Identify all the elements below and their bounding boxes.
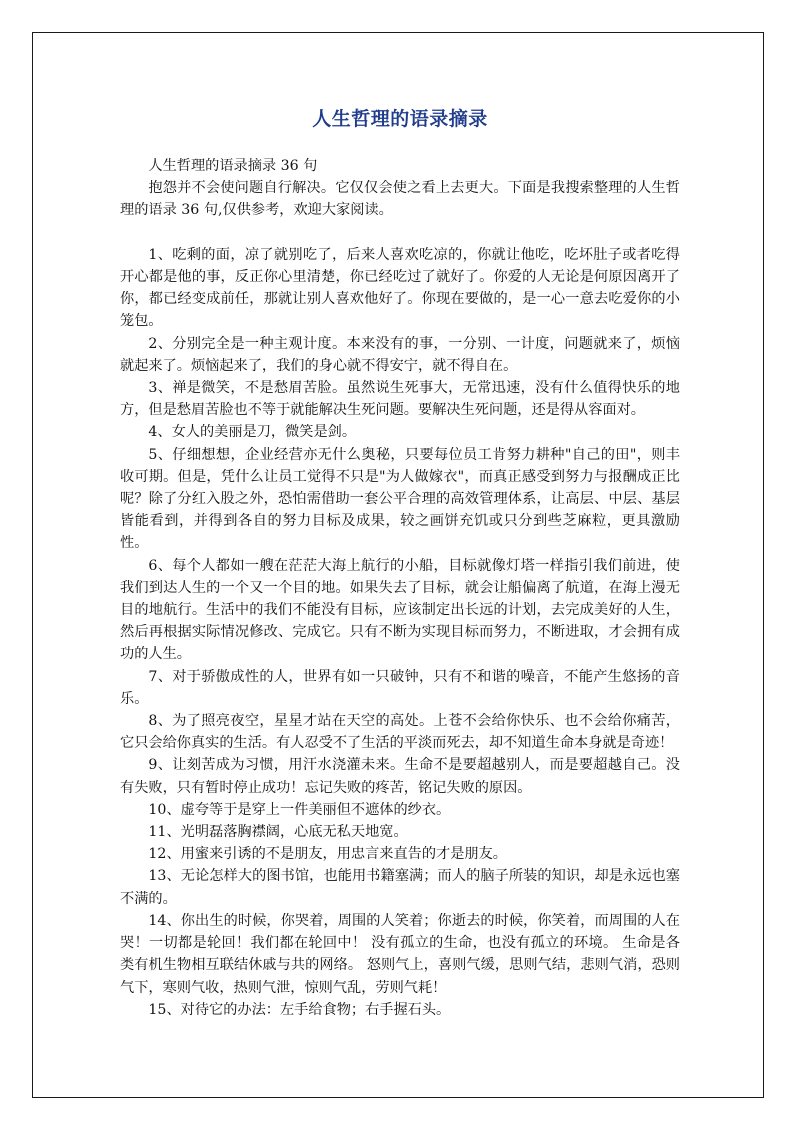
quote-item-6: 6、每个人都如一艘在茫茫大海上航行的小船，目标就像灯塔一样指引我们前进，使我们到达人生的一个又一个目的地。如果失去了目标，就会让船偏离了航道，在海上漫无目的地航行。生活中的我们不能没有目标，应该制定出长远的计划，去完成美好的人生，然后再根据实际情况修改、完成它。只有不断为实现目标而努力，不断进取，才会拥有成功的人生。	[120, 557, 680, 663]
quote-item-2: 2、分别完全是一种主观计度。本来没有的事，一分别、一计度，问题就来了，烦恼就起来了。烦恼起来了，我们的身心就不得安宁，就不得自在。	[120, 335, 680, 374]
intro-paragraph: 抱怨并不会使问题自行解决。它仅仅会使之看上去更大。下面是我搜索整理的人生哲理的语录 36 句,仅供参考，欢迎大家阅读。	[120, 180, 680, 219]
quote-item-3: 3、禅是微笑，不是愁眉苦脸。虽然说生死事大，无常迅速，没有什么值得快乐的地方，但是愁眉苦脸也不等于就能解决生死问题。要解决生死问题，还是得从容面对。	[120, 380, 680, 419]
quote-item-12: 12、用蜜来引诱的不是朋友，用忠言来直告的才是朋友。	[148, 846, 507, 863]
quote-item-13: 13、无论怎样大的图书馆，也能用书籍塞满；而人的脑子所装的知识，却是永远也塞不满的。	[120, 868, 680, 907]
quote-item-11: 11、光明磊落胸襟阔，心底无私天地宽。	[148, 824, 408, 841]
document-title: 人生哲理的语录摘录	[312, 108, 488, 130]
document-body	[120, 155, 680, 1021]
quote-item-7: 7、对于骄傲成性的人，世界有如一只破钟，只有不和谐的噪音，不能产生悠扬的音乐。	[120, 668, 680, 707]
quote-item-4: 4、女人的美丽是刀，微笑是剑。	[148, 424, 357, 441]
quote-item-10: 10、虚夸等于是穿上一件美丽但不遮体的纱衣。	[148, 801, 451, 818]
quote-item-9: 9、让刻苦成为习惯，用汗水浇灌未来。生命不是要超越别人，而是要超越自己。没有失败，只有暂时停止成功！忘记失败的疼苦，铭记失败的原因。	[120, 757, 680, 796]
quote-item-15: 15、对待它的办法：左手给食物；右手握石头。	[148, 1001, 451, 1018]
quote-item-8: 8、为了照亮夜空，星星才站在天空的高处。上苍不会给你快乐、也不会给你痛苦，它只会给你真实的生活。有人忍受不了生活的平淡而死去，却不知道生命本身就是奇迹！	[120, 713, 680, 752]
quote-item-14: 14、你出生的时候，你哭着，周围的人笑着；你逝去的时候，你笑着，而周围的人在哭！一切都是轮回！我们都在轮回中！ 没有孤立的生命，也没有孤立的环境。 生命是各类有机生物相互联结休戚与共的网络。 怒则气上，喜则气缓，思则气结，悲则气消，恐则气下，寒则气收，热则气泄，惊则气乱，劳则气耗！	[120, 912, 680, 996]
document-subtitle: 人生哲理的语录摘录 36 句	[148, 158, 318, 174]
quote-item-1: 1、吃剩的面，凉了就别吃了，后来人喜欢吃凉的，你就让他吃，吃坏肚子或者吃得开心都是他的事，反正你心里清楚，你已经吃过了就好了。你爱的人无论是何原因离开了你，都已经变成前任，那就让别人喜欢他好了。你现在要做的，是一心一意去吃爱你的小笼包。	[120, 246, 680, 330]
paragraph-spacer	[120, 222, 680, 244]
quote-item-5: 5、仔细想想，企业经营亦无什么奥秘，只要每位员工肯努力耕种"自己的田"，则丰收可期。但是，凭什么让员工觉得不只是"为人做嫁衣"，而真正感受到努力与报酬成正比呢？除了分红入股之外，恐怕需借助一套公平合理的高效管理体系，让高层、中层、基层皆能看到，并得到各自的努力目标及成果，较之画饼充饥或只分到些芝麻粒，更具激励性。	[120, 446, 680, 552]
